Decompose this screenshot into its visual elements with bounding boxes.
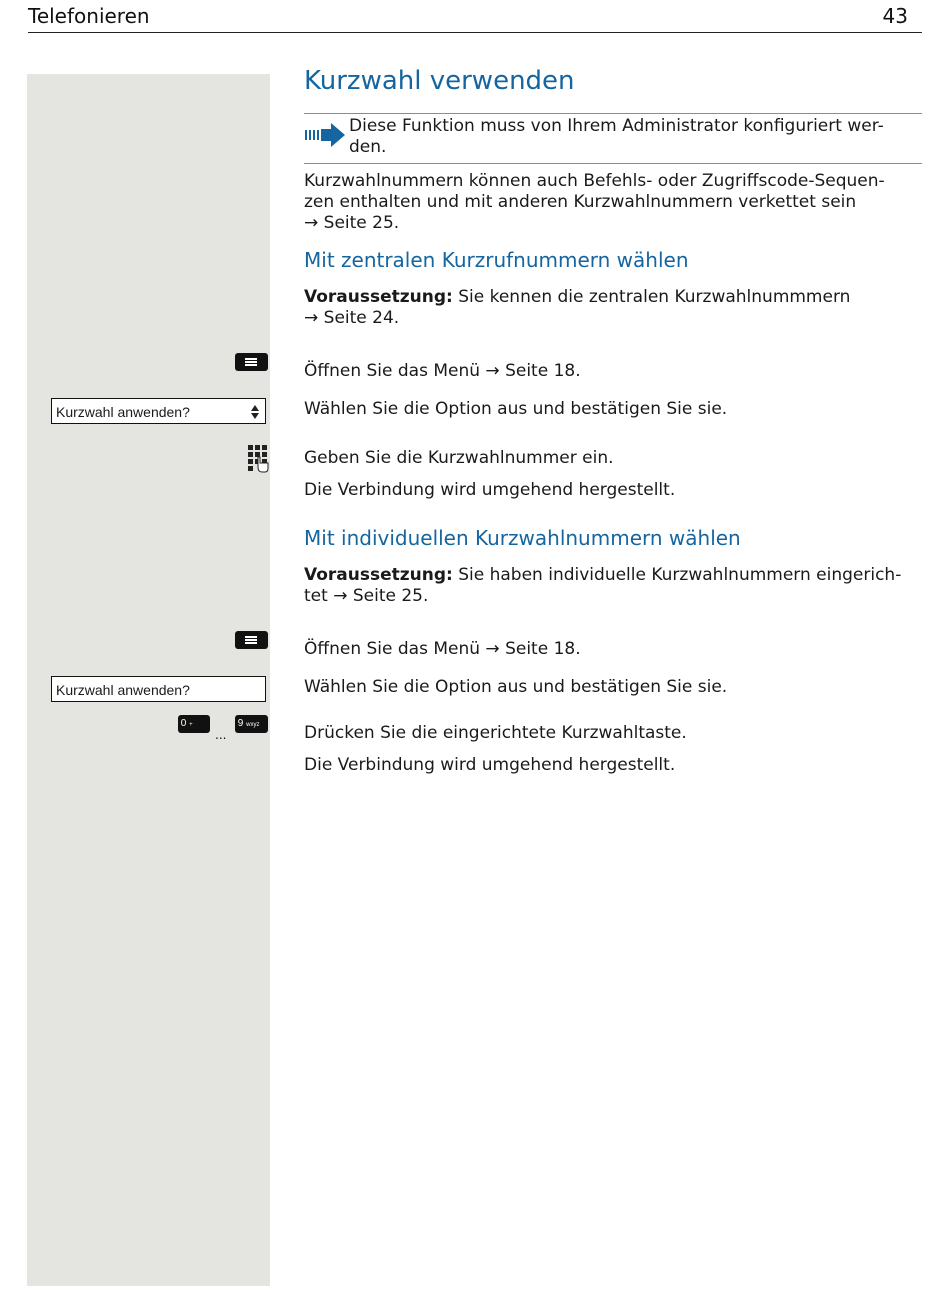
intro-line-2: zen enthalten und mit anderen Kurzwahlnummern verkettet sein <box>304 192 857 212</box>
admin-note-line-2: den. <box>349 137 387 157</box>
admin-note <box>349 116 924 158</box>
individual-prereq-text: Sie haben individuelle Kurzwahlnummern eingerich- <box>452 565 902 585</box>
key-9-sublabel: wxyz <box>246 722 260 728</box>
keypad-icon <box>247 445 269 473</box>
ellipsis: ... <box>215 728 227 742</box>
note-top-rule <box>304 113 922 114</box>
key-0-label: 0 <box>180 718 187 729</box>
central-prerequisite <box>304 287 924 329</box>
central-step-result: Die Verbindung wird umgehend hergestellt. <box>304 480 676 500</box>
display-option-box <box>51 398 266 424</box>
individual-prereq-label: Voraussetzung: <box>304 565 453 585</box>
individual-heading: Mit individuellen Kurzwahlnummern wählen <box>304 526 741 550</box>
header-title: Telefonieren <box>28 4 150 28</box>
central-prereq-text: Sie kennen die zentralen Kurzwahlnummmern <box>452 287 851 307</box>
central-heading: Mit zentralen Kurzrufnummern wählen <box>304 248 689 272</box>
key-9-label: 9 <box>237 718 244 729</box>
menu-key-icon <box>235 631 268 649</box>
central-step-menu: Öffnen Sie das Menü → Seite 18. <box>304 361 581 381</box>
key-9-icon <box>235 715 268 733</box>
display-option-text: Kurzwahl anwenden? <box>56 682 190 698</box>
display-option-text: Kurzwahl anwenden? <box>56 404 190 420</box>
central-prereq-line-2: → Seite 24. <box>304 308 400 328</box>
individual-step-press: Drücken Sie die eingerichtete Kurzwahltaste. <box>304 723 687 743</box>
page-number: 43 <box>882 4 908 28</box>
note-arrow-icon <box>305 122 345 148</box>
individual-prereq-line-2: tet → Seite 25. <box>304 586 429 606</box>
updown-arrows-icon <box>251 405 259 419</box>
central-step-enter: Geben Sie die Kurzwahlnummer ein. <box>304 448 614 468</box>
menu-key-icon <box>235 353 268 371</box>
individual-step-select: Wählen Sie die Option aus und bestätigen Sie sie. <box>304 677 728 697</box>
individual-step-result: Die Verbindung wird umgehend hergestellt. <box>304 755 676 775</box>
display-option-box <box>51 676 266 702</box>
section-title: Kurzwahl verwenden <box>304 66 575 96</box>
header-divider <box>28 32 922 33</box>
admin-note-line-1: Diese Funktion muss von Ihrem Administrator konfiguriert wer- <box>349 116 884 136</box>
individual-prerequisite <box>304 565 924 607</box>
central-step-select: Wählen Sie die Option aus und bestätigen Sie sie. <box>304 399 728 419</box>
individual-step-menu: Öffnen Sie das Menü → Seite 18. <box>304 639 581 659</box>
central-prereq-label: Voraussetzung: <box>304 287 453 307</box>
note-bottom-rule <box>304 163 922 164</box>
key-0-icon <box>178 715 210 733</box>
intro-line-3: → Seite 25. <box>304 213 400 233</box>
intro-line-1: Kurzwahlnummern können auch Befehls- oder Zugriffscode-Sequen- <box>304 171 885 191</box>
key-0-sublabel: + <box>189 722 193 728</box>
intro-paragraph <box>304 171 924 234</box>
